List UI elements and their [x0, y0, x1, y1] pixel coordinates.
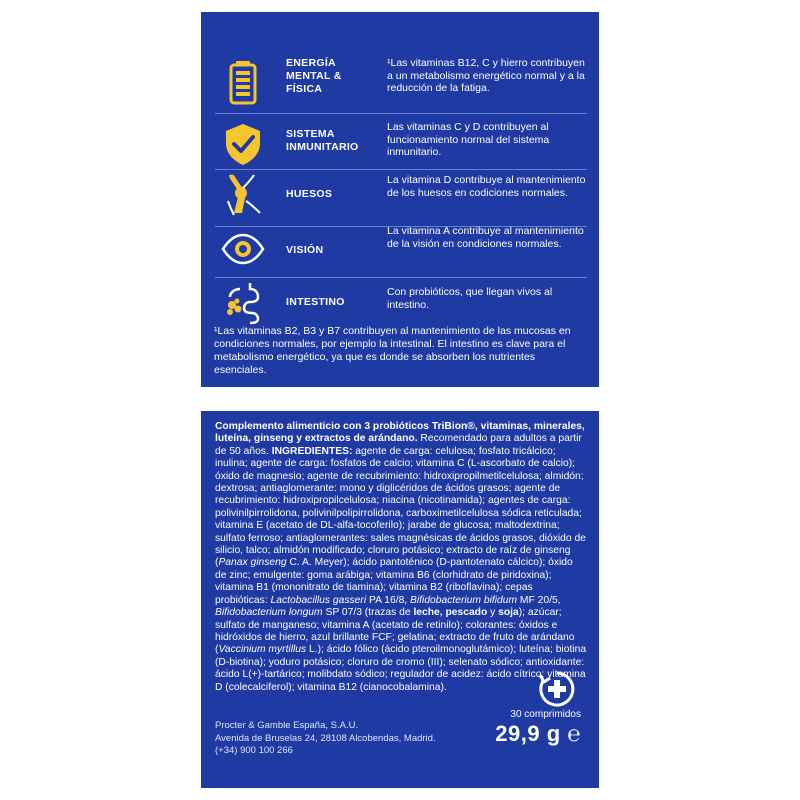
strain-code: PA 16/8,: [366, 594, 411, 606]
benefit-title: HUESOS: [286, 188, 333, 200]
knee-joint-icon: [219, 171, 267, 217]
weight-value: 29,9 g: [495, 721, 561, 746]
shield-check-icon: [219, 121, 267, 167]
tablet-count: 30 comprimidos: [510, 709, 581, 720]
estimated-mark: ℮: [567, 721, 581, 746]
benefit-text: La vitamina D contribuye al mantenimiento de los huesos en codiciones normales.: [387, 174, 586, 199]
recommendation: Recomendado para adultos a partir de 50 años.: [215, 433, 582, 457]
latin-name: Panax ginseng: [218, 557, 287, 569]
benefit-text: Las vitaminas C y D contribuyen al funcionamiento normal del sistema inmunitario.: [387, 121, 550, 158]
product-intro: Complemento alimenticio con 3 probióticos TriBion®, vitaminas, minerales, luteína, ginseng y extractos de arándano.: [215, 421, 585, 445]
company-phone: (+34) 900 100 266: [215, 745, 293, 756]
benefit-text: Con probióticos, que llegan vivos al intestino.: [387, 286, 553, 311]
allergens: leche, pescado: [413, 607, 488, 619]
eye-icon: [219, 226, 267, 272]
medical-cross-cycle-icon: [537, 669, 577, 709]
ingredients-part: C. A. Meyer); ácido pantoténico (D-pantotenato cálcico); óxido de zinc; emulgente: goma arábiga; vitamina B6 (clorhidrato de piridoxina); vitamina B1 (mononitrato de tiamina); vitamina B2 (riboflavina); cepas probióticas:: [215, 557, 573, 606]
company-name: Procter & Gamble España, S.A.U.: [215, 720, 359, 731]
latin-name: Bifidobacterium longum: [215, 607, 323, 619]
latin-name: Bifidobacterium bifidum: [410, 594, 518, 606]
benefit-text: ¹Las vitaminas B12, C y hierro contribuyen a un metabolismo energético normal y a la reducción de la fatiga.: [387, 57, 585, 94]
benefit-title: SISTEMA INMUNITARIO: [286, 128, 359, 153]
benefit-text: La vitamina A contribuye al mantenimiento de la visión en condiciones normales.: [387, 225, 584, 250]
benefits-panel: [201, 12, 599, 387]
battery-icon: [219, 59, 267, 105]
latin-name: Vaccinium myrtillus: [218, 644, 307, 656]
benefit-row-vision: [201, 223, 599, 275]
net-weight: [495, 721, 581, 747]
ingredients-part: ); azúcar; sulfato de manganeso; vitamina A (acetato de retinilo); colorantes: óxidos e hidróxidos de hierro, azul brillante FCF; gelatina; extracto de fruto de arándano (: [215, 607, 575, 656]
ingredients-part: L.); ácido fólico (ácido pteroilmonoglutámico); luteína; biotina (D-biotina); yoduro potásico; cloruro de cromo (III); selenato sódico; antioxidante: ácido L(+)-tartárico; molibdato sódico; regulador de acidez: ácido cítrico; vitamina D (colecalciferol); vitamina B12 (cianocobalamina).: [215, 644, 587, 693]
divider: [215, 113, 587, 114]
strain-code: SP 07/3 (trazas de: [322, 607, 414, 619]
intestine-icon: [219, 279, 267, 325]
allergen-soy: soja: [498, 607, 519, 619]
ingredients-text: [215, 421, 587, 694]
product-info-panel: [201, 411, 599, 788]
ingredients-label: INGREDIENTES:: [271, 445, 353, 457]
benefit-row-intestine: [201, 276, 599, 328]
benefit-row-bones: [201, 168, 599, 220]
company-info: [215, 720, 436, 758]
footnote: ¹Las vitaminas B2, B3 y B7 contribuyen al mantenimiento de las mucosas en condiciones normales, por ejemplo la intestinal. El intestino es clave para el metabolismo energético, ya que es donde se absorben los nutrientes esenciales.: [214, 325, 571, 376]
benefit-title: VISIÓN: [286, 244, 324, 256]
benefit-row-energy: [201, 56, 599, 108]
latin-name: Lactobacillus gasseri: [270, 594, 367, 606]
benefit-row-immune: [201, 118, 599, 170]
ingredients-part: agente de carga: celulosa; fosfato tricálcico; inulina; agente de carga: fosfatos de calcio; vitamina C (L-ascorbato de calcio); óxido de magnesio; agente de recubrimiento: hidroxipropilmetilcelulosa; almidón; dextrosa; antiaglomerante: mono y diglicéridos de ácidos grasos; agente de recubrimiento: hidroxipropilcelulosa; niacina (nicotinamida); agentes de carga: polivinilpirrolidona, polivinilpolipirrolidona, carboximetilcelulosa sódica reticulada; vitamina E (acetato de DL-alfa-tocoferilo); jarabe de glucosa; maltodextrina; sulfato ferroso; antiaglomerantes: sales magnésicas de ácidos grasos, dióxido de silicio, talco; almidón modificado; cloruro potásico; extracto de raíz de ginseng (: [215, 445, 586, 569]
strain-code: MF 20/5,: [517, 594, 561, 606]
allergens-join: y: [487, 607, 499, 619]
company-address: Avenida de Bruselas 24, 28108 Alcobendas, Madrid.: [215, 732, 436, 744]
benefit-title: INTESTINO: [286, 296, 345, 308]
benefit-title: ENERGÍA MENTAL & FÍSICA: [286, 57, 342, 95]
